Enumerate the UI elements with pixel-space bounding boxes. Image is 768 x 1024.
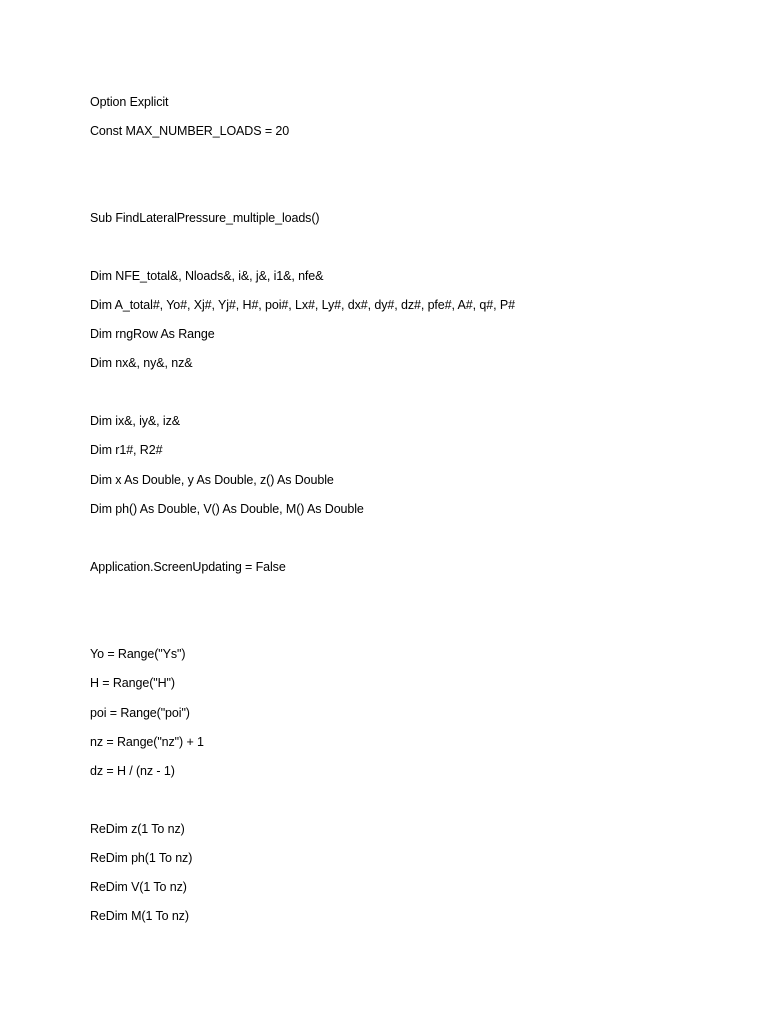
code-line: dz = H / (nz - 1): [90, 764, 175, 778]
code-line: Dim ix&, iy&, iz&: [90, 414, 180, 428]
code-line: Application.ScreenUpdating = False: [90, 560, 286, 574]
code-line: H = Range("H"): [90, 676, 175, 690]
code-line: Dim nx&, ny&, nz&: [90, 356, 193, 370]
code-line: Const MAX_NUMBER_LOADS = 20: [90, 124, 290, 138]
code-line: Yo = Range("Ys"): [90, 647, 186, 661]
code-line: ReDim z(1 To nz): [90, 822, 185, 836]
code-line: Dim x As Double, y As Double, z() As Double: [90, 473, 334, 487]
code-line: Sub FindLateralPressure_multiple_loads(): [90, 211, 320, 225]
code-line: Dim rngRow As Range: [90, 327, 215, 341]
code-line: nz = Range("nz") + 1: [90, 735, 204, 749]
code-line: ReDim ph(1 To nz): [90, 851, 193, 865]
code-line: ReDim V(1 To nz): [90, 880, 187, 894]
code-line: poi = Range("poi"): [90, 706, 190, 720]
code-line: Dim ph() As Double, V() As Double, M() As Double: [90, 502, 364, 516]
code-line: Dim r1#, R2#: [90, 443, 163, 457]
code-line: Option Explicit: [90, 95, 169, 109]
code-line: Dim NFE_total&, Nloads&, i&, j&, i1&, nfe&: [90, 269, 324, 283]
code-line: Dim A_total#, Yo#, Xj#, Yj#, H#, poi#, Lx#, Ly#, dx#, dy#, dz#, pfe#, A#, q#, P#: [90, 298, 515, 312]
code-line: ReDim M(1 To nz): [90, 909, 189, 923]
